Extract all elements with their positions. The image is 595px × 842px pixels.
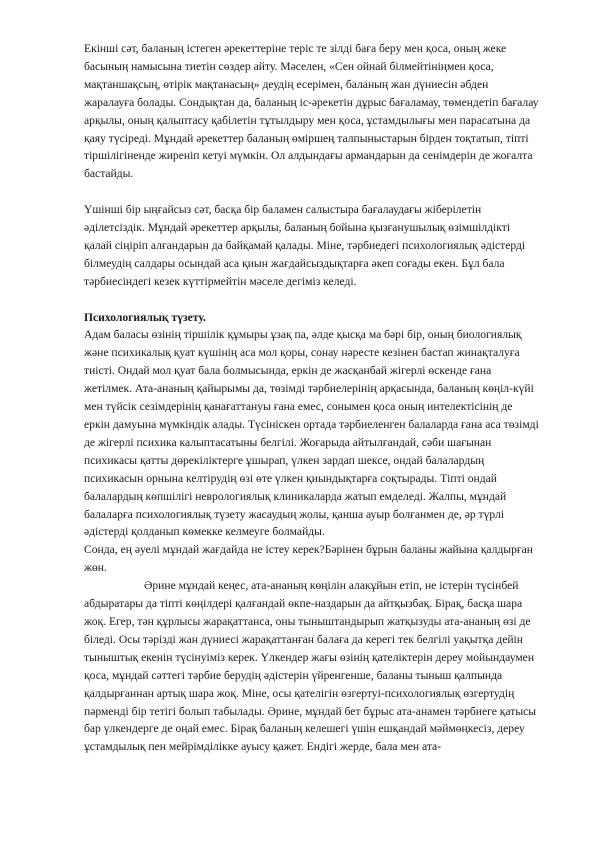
paragraph-gap	[84, 291, 539, 309]
paragraph-gap	[84, 183, 539, 201]
paragraph-advice: Әрине мұндай кеңес, ата-ананың көңілін алакұйын етіп, не істерін түсінбей абдыратары да тіпті көңілдері қалғандай өкпе-наздарын да айтқызбақ. Бірақ, басқа шара жоқ. Егер, тән құрлысы жарақаттанса, оны тыныштандырып жатқызуды ата-ананың өзі де біледі. Осы тәрізді жан дүниесі жарақаттанған балаға да керегі тек белгілі уақытқа дейін тыныштық екенін түсінуіміз керек. Үлкендер жағы өзінің қателіктерін дереу мойындаумен қоса, мұндай сәттегі тәрбие берудің әдістерін үйренгенше, баланы тыныш қалпында қалдырғаннан артық шара жоқ. Міне, осы қателігін өзгертуі-психологиялық өзгертудің пәрменді бір тетігі болып табылады. Әрине, мұндай бет бұрыс ата-анамен тәрбиеге қатысы бар үлкендерге де оңай емес. Бірақ баланың келешегі үшін ешқандай мәймөңкесіз, дереу ұстамдылық пен мейрімділікке ауысу қажет. Ендігі жерде, бала мен ата-	[84, 579, 537, 754]
paragraph-psychological-correction: Адам баласы өзінің тіршілік құмыры ұзақ па, әлде қысқа ма бәрі бір, оның биологиялық және психикалық қуат күшінің аса мол қоры, сонау нәресте кезінен бастап жинақталуға тиісті. Ондай мол қуат бала болмысында, еркін де жасқанбай жігерлі өскенде ғана жетілмек. Ата-ананың қайырымы да, төзімді тәрбиелерінің арқасында, баланың көңіл-күйі мен түйсік сезімдерінің қанағаттануы ғана емес, сонымен қоса оның интелектісінің де еркін дамуына мүмкіндік алады. Түсініскен ортада тәрбиеленген балаларда ғана аса төзімді де жігерлі психика калыптасатыны белгілі. Жоғарыда айтылғандай, сәби шағынан психикасы қатты дөрекіліктерге ұшырап, үлкен зардап шексе, ондай балалардың психикасын орнына келтірудің өзі өте үлкен қиындықтарға соқтырады. Тіпті ондай балалардың көпшілігі неврологиялық клиникаларда жатып емделеді. Жалпы, мұндай балаларға психологиялық түзету жасаудың жолы, қанша ауыр болғанмен де, әр түрлі әдістерді қолданып көмекке келмеуге болмайды.	[84, 328, 539, 539]
paragraph-third-moment: Үшінші бір ыңғайсыз сәт, басқа бір баламен салыстыра бағалаудағы жіберілетін әділетсіздік. Мұндай әрекеттер арқылы, баланың бойына қызғанушылық өзімшілдікті қалай сіңіріп алғандарын да байқамай қалады. Міне, тәрбиедегі психологиялық әдістерді білмеудің салдары осындай аса қиын жағдайсыздықтарға әкеп соғады екен. Бұл бала тәрбиесіндегі кезек күттірмейтін мәселе дегіміз келеді.	[84, 203, 526, 288]
paragraph-what-to-do: Сонда, ең әуелі мұндай жағдайда не істеу керек?Бәрінен бұрын баланы жайына қалдырған жөн.	[84, 543, 533, 575]
document-page	[84, 40, 539, 756]
paragraph-second-moment: Екінші сәт, баланың істеген әрекеттеріне теріс те зілді баға беру мен қоса, оның жеке басының намысына тиетін сөздер айту. Мәселен, «Сен ойнай білмейтініңмен қоса, мақтаншақсың, өтірік мақтанасың» деудің есерімен, баланың жан дүниесін әбден жаралауға болады. Сондықтан да, баланың іс-әрекетін дұрыс бағаламау, төмендетіп бағалау арқылы, оның қалыптасу қабілетін тұтылдыру мен қоса, ұстамдылығы мен парасатына да қаяу түсіреді. Мұндай әрекеттер баланың өміршең талпыныстарын бірден тоқтатып, тіпті тіршілігіненде жиреніп кетуі мүмкін. Ол алдындағы армандарын да сенімдерін де жоғалта бастайды.	[84, 42, 539, 181]
section-heading: Психологиялық түзету.	[84, 310, 206, 324]
